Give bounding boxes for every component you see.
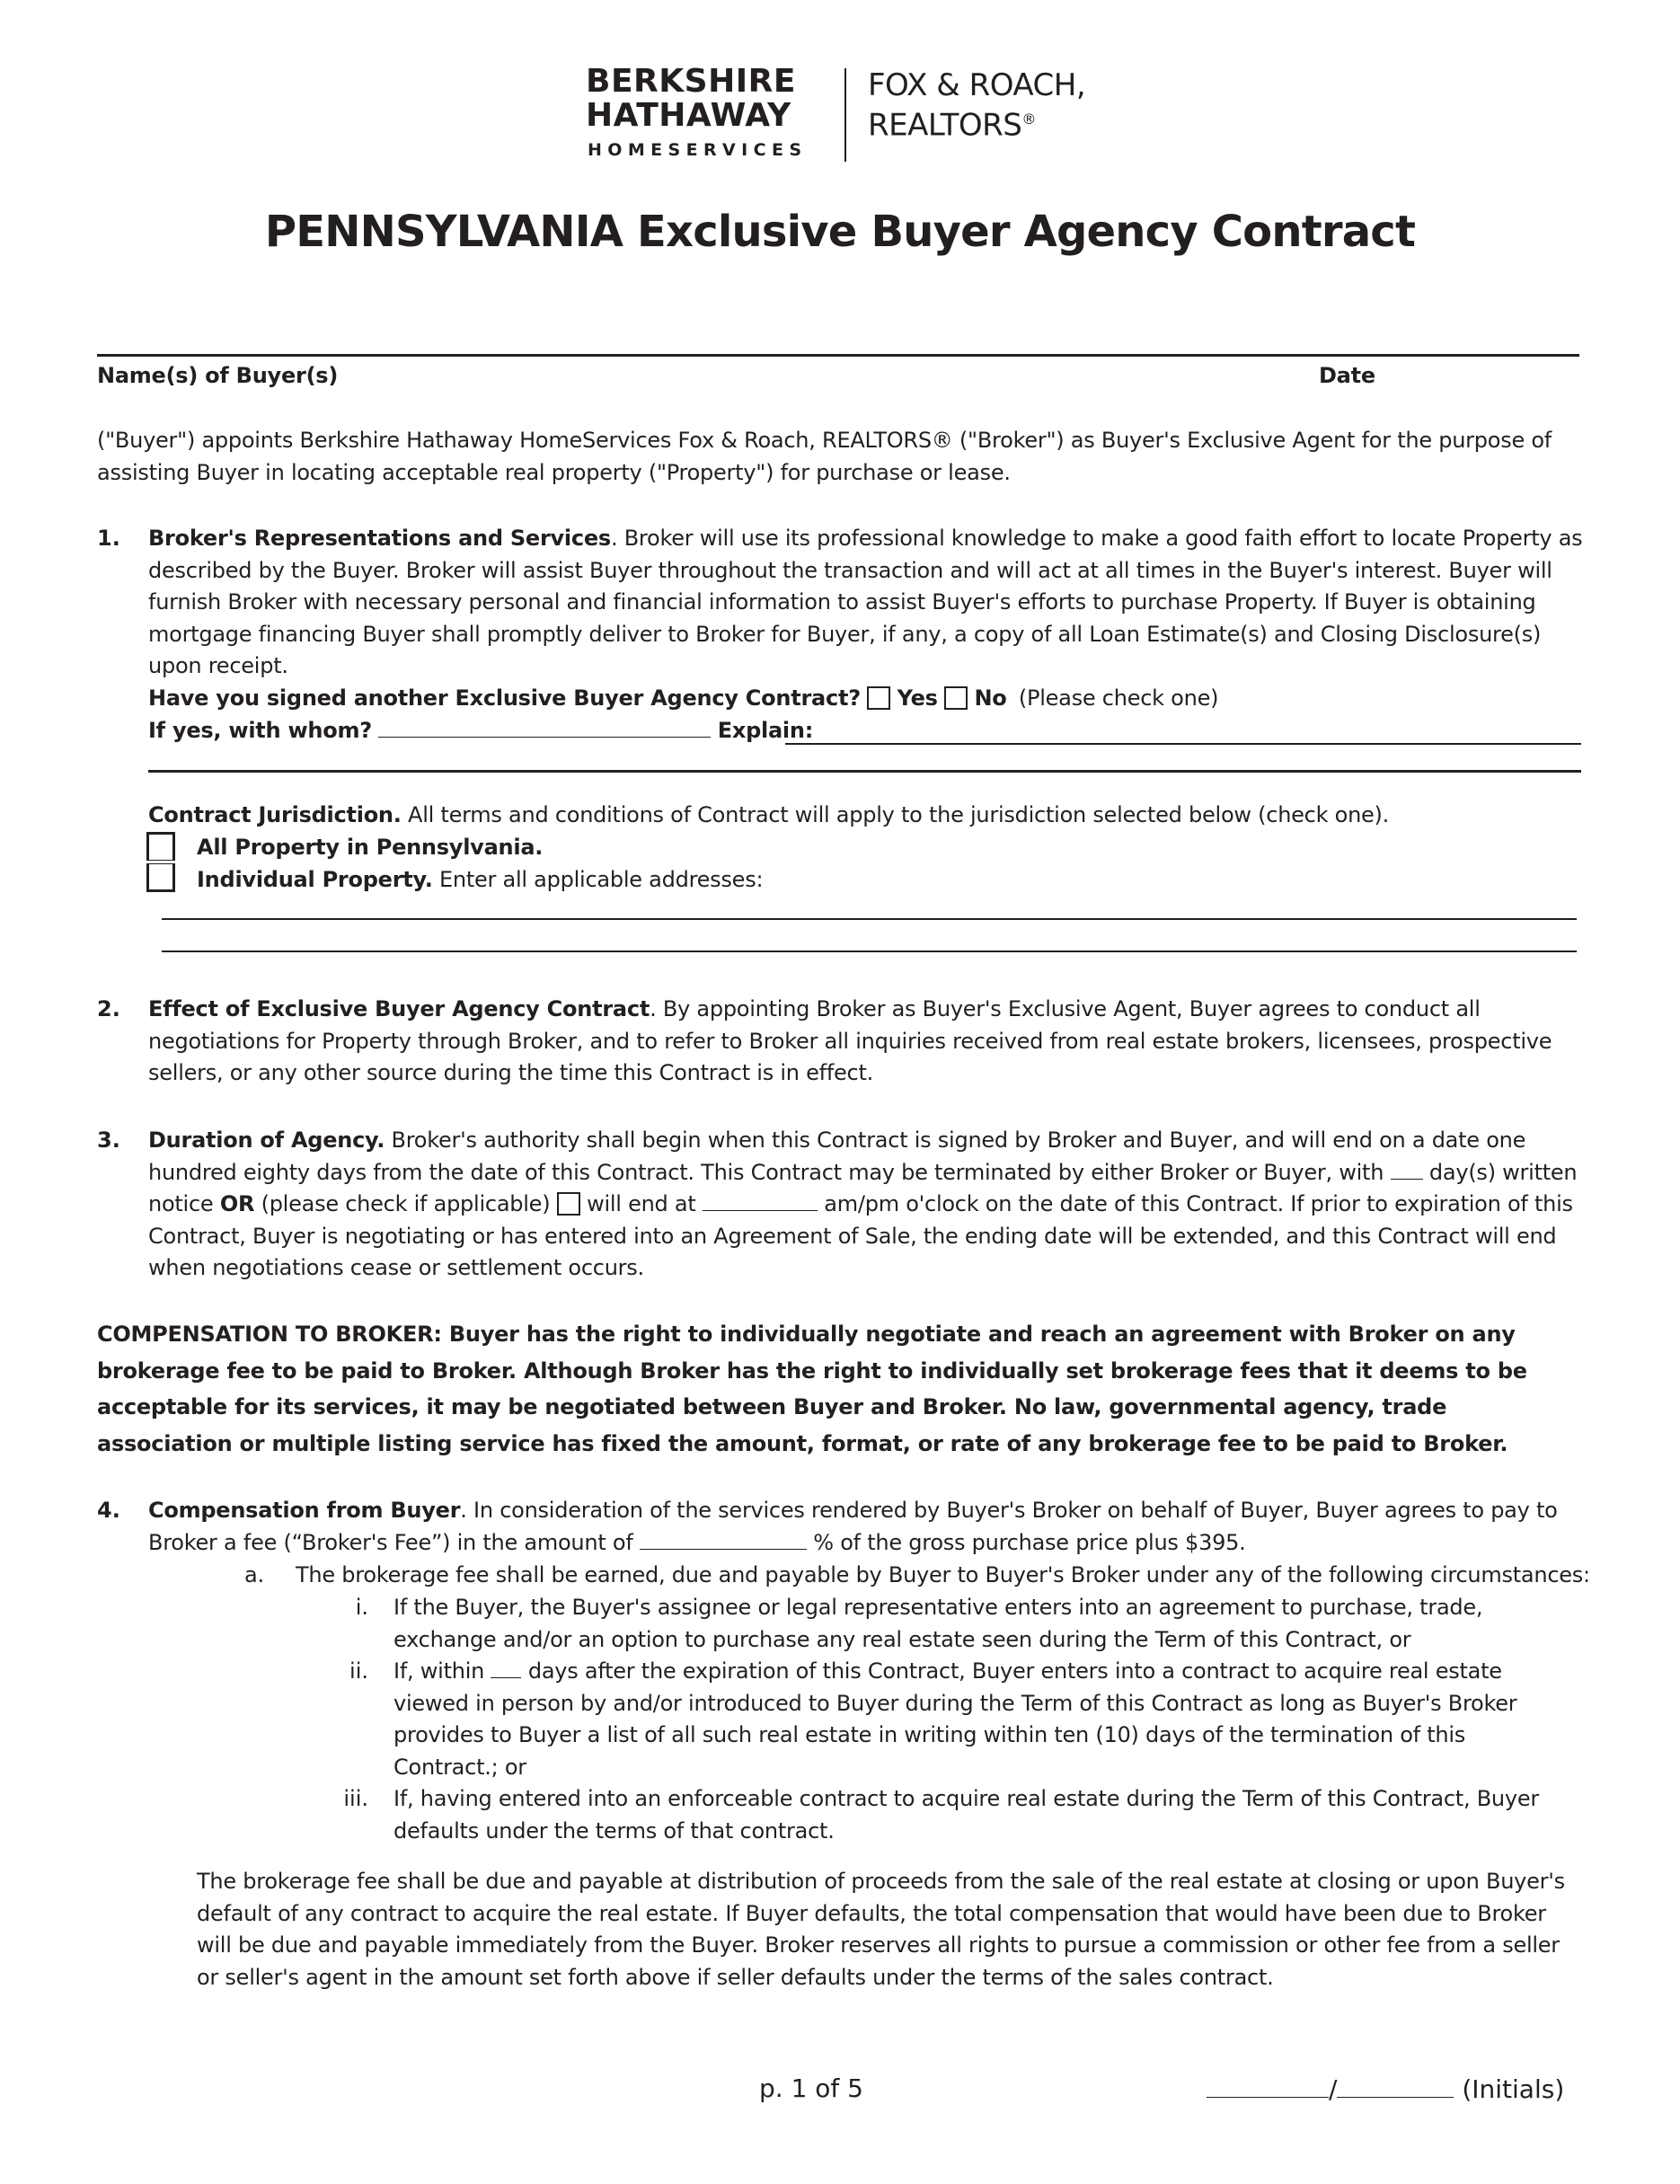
- yes-checkbox[interactable]: [867, 686, 890, 710]
- logo-berkshire: BERKSHIRE: [586, 63, 796, 100]
- section-1-heading: Broker's Representations and Services: [148, 526, 611, 551]
- logo-divider: [844, 68, 846, 162]
- section-2-text: Effect of Exclusive Buyer Agency Contract. By appointing Broker as Buyer's Exclusive Agent, Buyer agrees to conduct all negotiations for Property through Broker, and to refer to Broker all inquiries received from real estate brokers, licensees, prospective sellers, or any other source during the time this Contract is in effect.: [148, 996, 1552, 1085]
- no-label: No: [974, 685, 1007, 711]
- explain-field-line2[interactable]: [148, 770, 1581, 773]
- initials-block: [1207, 2073, 1564, 2105]
- individual-property-checkbox[interactable]: [146, 863, 175, 892]
- address-field-2[interactable]: [162, 951, 1577, 952]
- intro-paragraph: ("Buyer") appoints Berkshire Hathaway HomeServices Fox & Roach, REALTORS® ("Broker") as Buyer's Exclusive Agent for the purpose of assisting Buyer in locating acceptable real property ("Property") for purchase or lease.: [97, 428, 1552, 485]
- section-4-heading: Compensation from Buyer: [148, 1498, 461, 1523]
- section-number: 1.: [97, 526, 120, 551]
- check-note: (Please check one): [1018, 685, 1219, 711]
- jurisdiction-text: Contract Jurisdiction. All terms and conditions of Contract will apply to the jurisdiction selected below (check one).: [148, 802, 1390, 827]
- closing-paragraph: The brokerage fee shall be due and payable at distribution of proceeds from the sale of the real estate at closing or upon Buyer's default of any contract to acquire the real estate. If Buyer defaults, the total compensation that would have been due to Broker will be due and payable immediately from the Buyer. Broker reserves all rights to pursue a commission or other fee from a seller or seller's agent in the amount set forth above if seller defaults under the terms of the sales contract.: [197, 1869, 1565, 1990]
- initials-label: (Initials): [1462, 2074, 1565, 2104]
- days-after-expiration-field[interactable]: [491, 1658, 521, 1678]
- section-4-text: Compensation from Buyer. In consideration of the services rendered by Buyer's Broker on behalf of Buyer, Buyer agrees to pay to Broker a fee (“Broker's Fee”) in the amount of % of the gross purchase price plus $395.: [148, 1498, 1558, 1555]
- logo-hathaway: HATHAWAY: [586, 97, 791, 134]
- with-whom-field[interactable]: [378, 717, 711, 738]
- item-i-text: If the Buyer, the Buyer's assignee or legal representative enters into an agreement to purchase, trade, exchange and/or an option to purchase any real estate seen during the Term of this Contract, or: [393, 1595, 1483, 1652]
- yes-label: Yes: [897, 685, 938, 711]
- initials-slash: /: [1329, 2074, 1338, 2104]
- individual-property-label: Individual Property. Enter all applicable addresses:: [197, 867, 764, 892]
- end-time-checkbox[interactable]: [557, 1192, 580, 1216]
- logo-fox-roach: FOX & ROACH,: [868, 67, 1086, 103]
- item-ii-label: ii.: [349, 1658, 368, 1684]
- initials-field-1[interactable]: [1207, 2073, 1329, 2098]
- section-1-text: Broker's Representations and Services. Broker will use its professional knowledge to make a good faith effort to locate Property as described by the Buyer. Broker will assist Buyer throughout the transaction and will act at all times in the Buyer's interest. Buyer will furnish Broker with necessary personal and financial information to assist Buyer's efforts to purchase Property. If Buyer is obtaining mortgage financing Buyer shall promptly deliver to Broker for Buyer, if any, a copy of all Loan Estimate(s) and Closing Disclosure(s) upon receipt.: [148, 526, 1583, 678]
- jurisdiction-heading: Contract Jurisdiction.: [148, 802, 402, 827]
- no-checkbox[interactable]: [944, 686, 968, 710]
- notice-days-field[interactable]: [1391, 1159, 1423, 1180]
- with-whom-row: [148, 715, 813, 747]
- end-time-field[interactable]: [703, 1190, 818, 1211]
- logo-realtors: REALTORS®: [868, 107, 1036, 144]
- buyer-name-field[interactable]: [97, 354, 1579, 357]
- all-property-checkbox[interactable]: [146, 832, 175, 861]
- logo-homeservices: HOMESERVICES: [588, 140, 808, 160]
- page-number: p. 1 of 5: [759, 2073, 863, 2103]
- date-label: Date: [1319, 363, 1375, 388]
- section-number: 4.: [97, 1498, 120, 1523]
- subsection-a-label: a.: [244, 1562, 264, 1587]
- item-ii-text: If, within days after the expiration of this Contract, Buyer enters into a contract to acquire real estate viewed in person by and/or introduced to Buyer during the Term of this Contract as long as Buyer's Broker provides to Buyer a list of all such real estate in writing within ten (10) days of the termination of this Contract.; or: [393, 1658, 1517, 1780]
- another-contract-question-row: [148, 683, 1218, 715]
- section-2-heading: Effect of Exclusive Buyer Agency Contract: [148, 996, 650, 1021]
- subsection-a-text: The brokerage fee shall be earned, due and payable by Buyer to Buyer's Broker under any of the following circumstances:: [296, 1562, 1590, 1587]
- buyer-names-label: Name(s) of Buyer(s): [97, 363, 339, 388]
- item-iii-text: If, having entered into an enforceable contract to acquire real estate during the Term of this Contract, Buyer defaults under the terms of that contract.: [393, 1786, 1539, 1844]
- item-i-label: i.: [355, 1595, 368, 1620]
- another-contract-question: Have you signed another Exclusive Buyer Agency Contract?: [148, 685, 861, 711]
- compensation-notice: COMPENSATION TO BROKER: Buyer has the right to individually negotiate and reach an agreement with Broker on any brokerage fee to be paid to Broker. Although Broker has the right to individually set brokerage fees that it deems to be acceptable for its services, it may be negotiated between Buyer and Broker. No law, governmental agency, trade association or multiple listing service has fixed the amount, format, or rate of any brokerage fee to be paid to Broker.: [97, 1322, 1527, 1456]
- page-title: PENNSYLVANIA Exclusive Buyer Agency Contract: [264, 207, 1416, 257]
- with-whom-label: If yes, with whom?: [148, 718, 372, 743]
- broker-fee-percent-field[interactable]: [640, 1529, 807, 1550]
- section-number: 2.: [97, 996, 120, 1021]
- initials-field-2[interactable]: [1337, 2073, 1454, 2098]
- item-iii-label: iii.: [343, 1786, 368, 1811]
- section-3-text: Duration of Agency. Broker's authority shall begin when this Contract is signed by Broker and Buyer, and will end on a date one hundred eighty days from the date of this Contract. This Contract may be terminated by either Broker or Buyer, with day(s) written notice OR (please check if applicable) will end at am/pm o'clock on the date of this Contract. If prior to expiration of this Contract, Buyer is negotiating or has entered into an Agreement of Sale, the ending date will be extended, and this Contract will end when negotiations cease or settlement occurs.: [148, 1127, 1578, 1280]
- explain-label: Explain:: [717, 718, 814, 743]
- all-property-label: All Property in Pennsylvania.: [197, 835, 544, 860]
- brand-logo: [586, 65, 1089, 165]
- address-field-1[interactable]: [162, 918, 1577, 920]
- section-3-heading: Duration of Agency.: [148, 1127, 385, 1153]
- explain-field[interactable]: [785, 743, 1581, 745]
- section-number: 3.: [97, 1127, 120, 1153]
